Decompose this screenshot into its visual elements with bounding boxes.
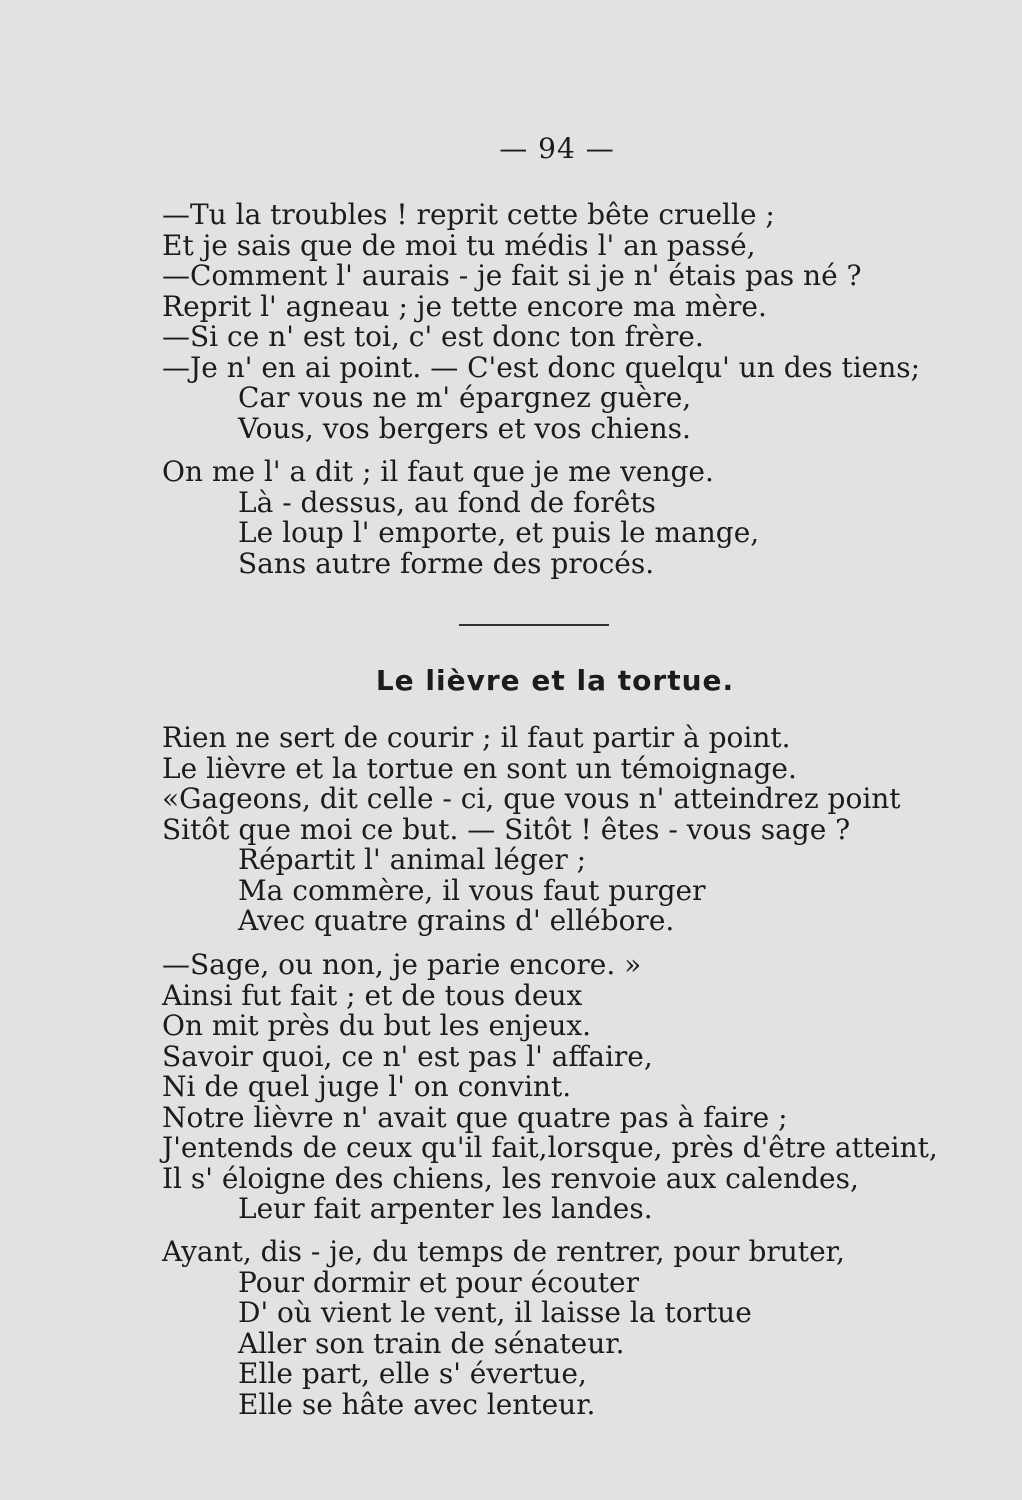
- verse-line: Ainsi fut fait ; et de tous deux: [162, 978, 583, 1012]
- section-divider: [459, 624, 609, 626]
- verse-line: Savoir quoi, ce n' est pas l' affaire,: [162, 1039, 653, 1073]
- verse-line: Là - dessus, au fond de forêts: [238, 485, 656, 519]
- verse-line: D' où vient le vent, il laisse la tortue: [238, 1296, 752, 1329]
- verse-line: Sans autre forme des procés.: [238, 546, 655, 580]
- verse-line: Vous, vos bergers et vos chiens.: [238, 411, 691, 445]
- verse-line: Pour dormir et pour écouter: [238, 1265, 640, 1299]
- stanza: [162, 457, 759, 579]
- verse-line: Répartit l' animal léger ;: [238, 843, 587, 876]
- stanza: [162, 200, 920, 444]
- verse-line: Elle part, elle s' évertue,: [238, 1357, 587, 1390]
- verse-line: —Sage, ou non, je parie encore. »: [162, 948, 642, 981]
- verse-line: Ma commère, il vous faut purger: [238, 873, 706, 907]
- verse-line: Car vous ne m' épargnez guère,: [238, 381, 692, 414]
- verse-line: Elle se hâte avec lenteur.: [238, 1387, 596, 1421]
- verse-line: Ni de quel juge l' on convint.: [162, 1070, 572, 1103]
- stanza: [162, 950, 938, 1225]
- verse-line: J'entends de ceux qu'il fait,lorsque, près d'être atteint,: [162, 1131, 938, 1164]
- verse-line: —Je n' en ai point. — C'est donc quelqu' un des tiens;: [162, 350, 921, 384]
- stanza: [162, 1237, 845, 1420]
- verse-line: Notre lièvre n' avait que quatre pas à faire ;: [162, 1100, 788, 1134]
- verse-line: Le lièvre et la tortue en sont un témoignage.: [162, 751, 797, 785]
- verse-line: Et je sais que de moi tu médis l' an passé,: [162, 228, 756, 262]
- verse-line: On mit près du but les enjeux.: [162, 1009, 592, 1042]
- page-number: — 94 —: [499, 132, 615, 165]
- verse-line: Aller son train de sénateur.: [238, 1326, 625, 1360]
- section-title: Le lièvre et la tortue.: [375, 664, 735, 697]
- verse-line: On me l' a dit ; il faut que je me venge.: [162, 455, 714, 488]
- verse-line: —Comment l' aurais - je fait si je n' étais pas né ?: [162, 259, 862, 292]
- verse-line: Sitôt que moi ce but. — Sitôt ! êtes - vous sage ?: [162, 812, 851, 846]
- verse-line: Rien ne sert de courir ; il faut partir à point.: [162, 721, 791, 754]
- verse-line: Reprit l' agneau ; je tette encore ma mère.: [162, 289, 767, 323]
- verse-line: Il s' éloigne des chiens, les renvoie aux calendes,: [162, 1161, 859, 1195]
- verse-line: Leur fait arpenter les landes.: [238, 1192, 653, 1225]
- verse-line: Ayant, dis - je, du temps de rentrer, pour bruter,: [162, 1235, 845, 1268]
- verse-line: «Gageons, dit celle - ci, que vous n' atteindrez point: [162, 782, 901, 815]
- stanza: [162, 723, 901, 937]
- verse-line: —Tu la troubles ! reprit cette bête cruelle ;: [162, 198, 775, 231]
- verse-line: —Si ce n' est toi, c' est donc ton frère.: [162, 320, 704, 353]
- verse-line: Le loup l' emporte, et puis le mange,: [238, 516, 760, 549]
- verse-line: Avec quatre grains d' ellébore.: [238, 904, 675, 937]
